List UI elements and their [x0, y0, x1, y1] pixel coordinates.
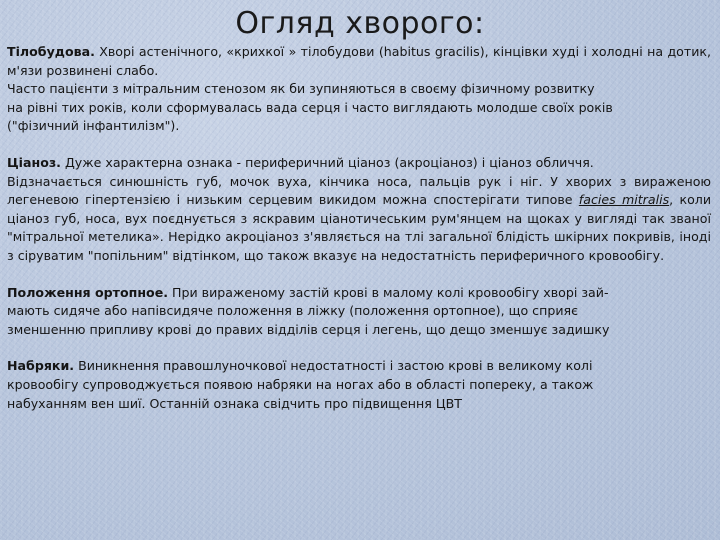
text-body-build: Хворі астенічного, «крихкої » тілобудови (habitus gracilis), кінцівки худі і холодні на дотик, м'язи розвинені слабо. — [7, 44, 711, 78]
text-facies-mitralis: facies mitralis — [578, 192, 670, 208]
term-edema: Набряки. — [7, 358, 75, 374]
term-body-build: Тілобудова. — [7, 44, 95, 59]
text-edema-line-1: Виникнення правошлуночкової недостатності і застою крові в великому колі — [74, 358, 593, 374]
text-edema-line-2: кровообігу супроводжується появою набряки на ногах або в області попереку, а також — [7, 376, 594, 392]
paragraph-orthopnea — [7, 284, 711, 340]
paragraph-cyanosis-details — [7, 173, 711, 266]
text-orthopnea-line-2: мають сидяче або напівсидяче положення в ліжку (положення ортопное), що сприяє — [7, 303, 578, 319]
text-infantilism-line-2: на рівні тих років, коли сформувалась вада серця і часто виглядають молодше своїх років — [7, 99, 613, 115]
paragraph-cyanosis-intro — [7, 154, 711, 173]
paragraph-body-build — [7, 43, 711, 80]
text-orthopnea-line-3: зменшенню припливу крові до правих відділів серця і легень, що дещо зменшує задишку — [7, 321, 610, 337]
paragraph-infantilism — [7, 80, 711, 136]
text-cyanosis-before: Відзначається синюшність губ, мочок вуха, кінчика носа, пальців рук і ніг. У хворих з вираженою легеневою гіпертензією і низьким серцевим викидом можна спостерігати типове — [7, 173, 711, 208]
text-infantilism-line-3: ("фізичний інфантилізм"). — [7, 118, 180, 134]
text-edema-line-3: набуханням вен шиї. Останній ознака свідчить про підвищення ЦВТ — [7, 395, 462, 411]
text-orthopnea-line-1: При вираженому застій крові в малому колі кровообігу хворі зай- — [168, 284, 609, 300]
paragraph-edema — [7, 357, 711, 413]
text-cyanosis-after: , коли ціаноз губ, носа, вух поєднується з яскравим ціанотичеським рум'янцем на щоках у вигляді так званої "мітральної метелика». Нерідко акроціаноз з'являється на тлі загальної блідість шкірних покривів, іноді з сіруватим "попільним" відтінком, що також вказує на недостатність периферичного кровообігу. — [7, 192, 712, 263]
slide-title: Огляд хворого: — [235, 6, 485, 41]
text-infantilism-line-1: Часто пацієнти з мітральним стенозом як би зупиняються в своєму фізичному розвитку — [7, 81, 595, 97]
slide-body — [7, 43, 711, 413]
term-cyanosis: Ціаноз. — [7, 154, 61, 170]
text-cyanosis-intro: Дуже характерна ознака - периферичний ціаноз (акроціаноз) і ціаноз обличчя. — [60, 154, 594, 170]
term-orthopnea: Положення ортопное. — [7, 284, 169, 300]
